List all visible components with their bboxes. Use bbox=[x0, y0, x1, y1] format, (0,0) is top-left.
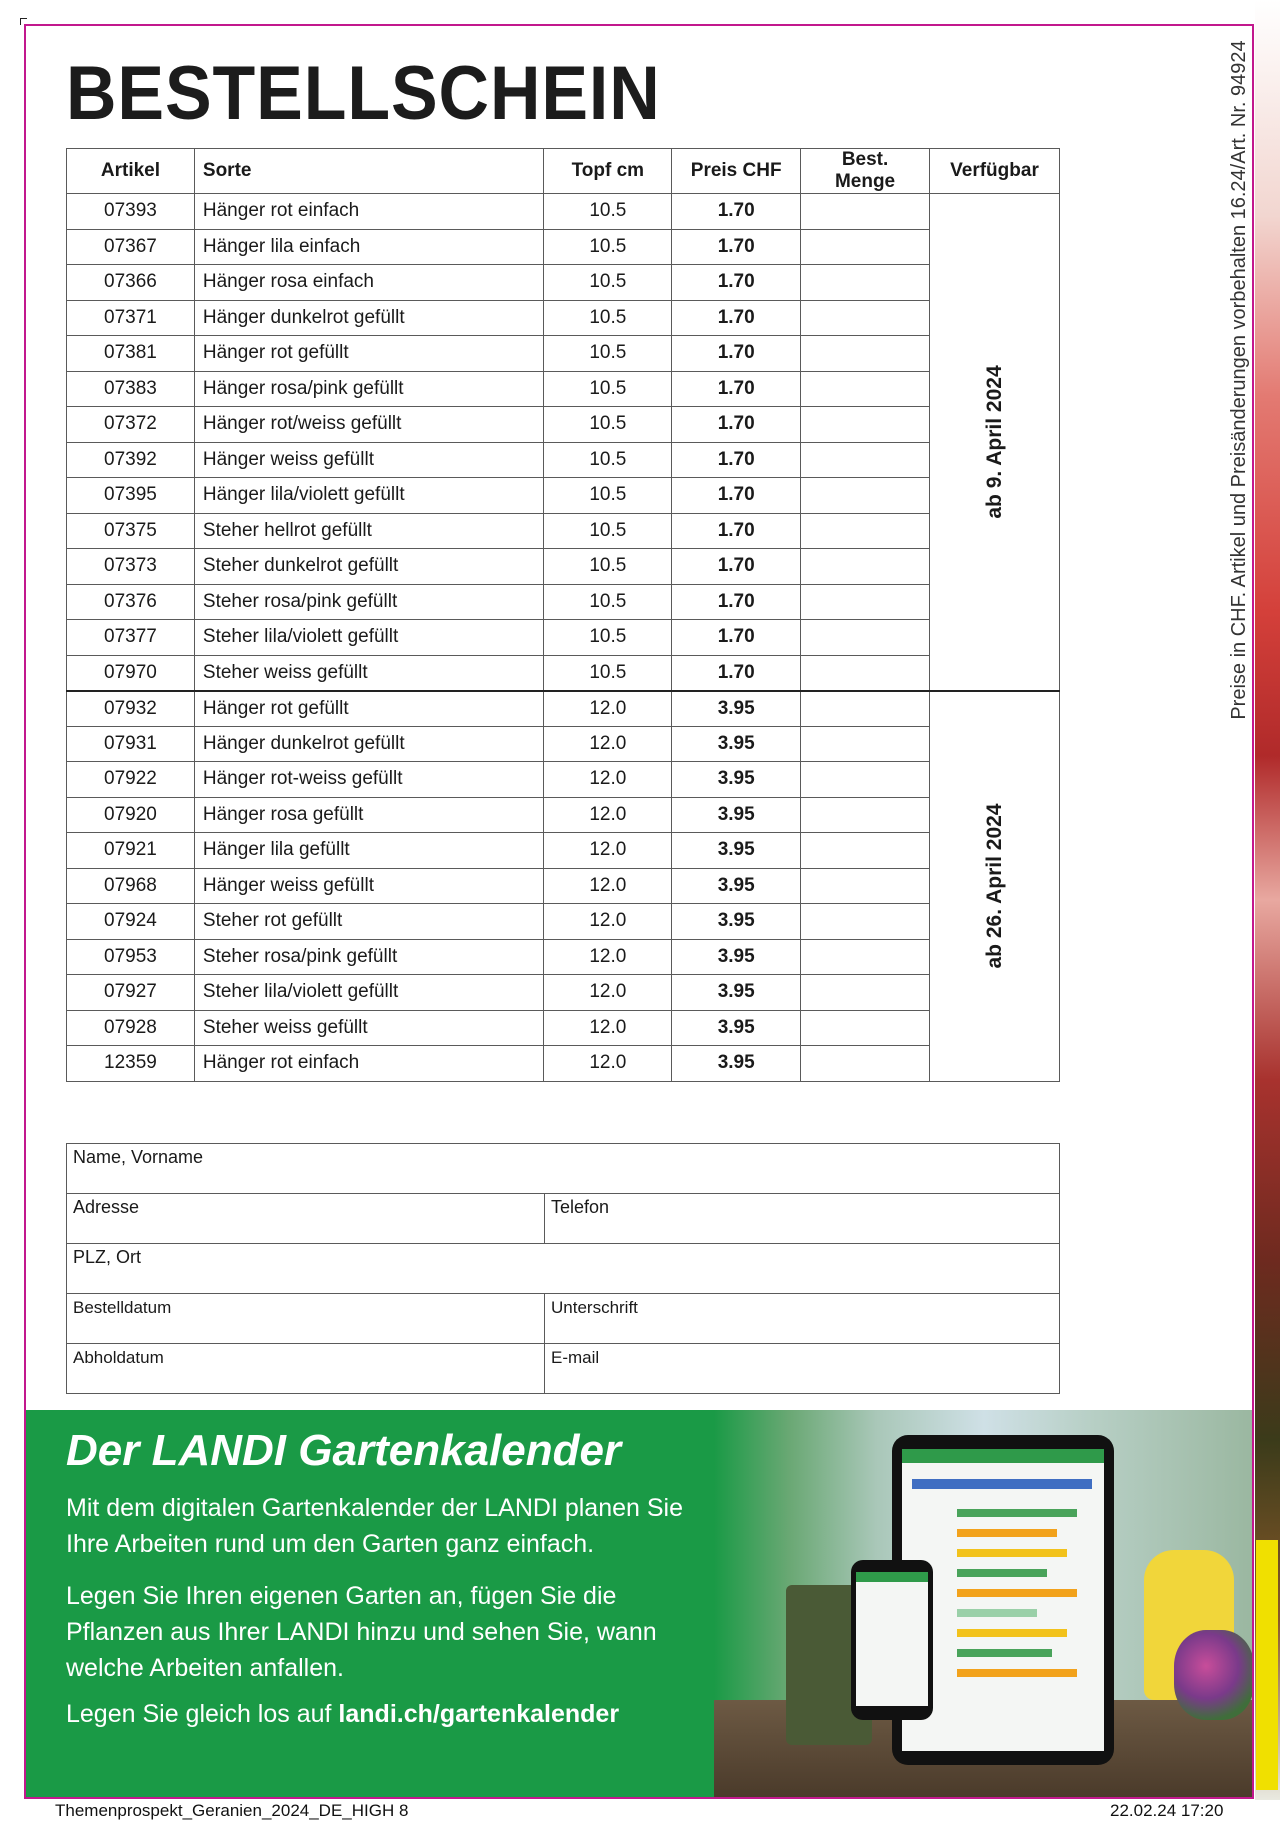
promo-paragraph-3 bbox=[66, 1696, 706, 1732]
quantity-input-cell[interactable] bbox=[801, 229, 930, 265]
zip-city-field[interactable] bbox=[67, 1244, 1060, 1294]
customer-form bbox=[66, 1143, 1060, 1394]
topf-cell: 10.5 bbox=[544, 336, 672, 372]
promo-cta-lead: Legen Sie gleich los auf bbox=[66, 1700, 332, 1728]
availability-cell bbox=[930, 194, 1060, 691]
sorte-cell: Steher weiss gefüllt bbox=[194, 1010, 544, 1046]
topf-cell: 12.0 bbox=[544, 726, 672, 762]
preis-cell: 3.95 bbox=[672, 904, 801, 940]
order-table bbox=[66, 148, 1060, 1082]
sorte-cell: Steher weiss gefüllt bbox=[194, 655, 544, 691]
table-header-row bbox=[67, 149, 1060, 194]
quantity-input-cell[interactable] bbox=[801, 904, 930, 940]
yellow-accent-strip bbox=[1256, 1540, 1278, 1790]
preis-cell: 3.95 bbox=[672, 833, 801, 869]
quantity-input-cell[interactable] bbox=[801, 407, 930, 443]
artikel-cell: 07953 bbox=[67, 939, 195, 975]
promo-paragraph-2: Legen Sie Ihren eigenen Garten an, fügen Sie die Pflanzen aus Ihrer LANDI hinzu und sehen Sie, wann welche Arbeiten anfallen. bbox=[66, 1582, 657, 1682]
table-row bbox=[67, 797, 1060, 833]
preis-cell: 1.70 bbox=[672, 265, 801, 301]
artikel-cell: 07371 bbox=[67, 300, 195, 336]
topf-cell: 12.0 bbox=[544, 762, 672, 798]
order-table-body bbox=[67, 194, 1060, 1082]
pickup-date-field[interactable] bbox=[67, 1344, 545, 1394]
preis-cell: 1.70 bbox=[672, 478, 801, 514]
quantity-input-cell[interactable] bbox=[801, 868, 930, 904]
topf-cell: 12.0 bbox=[544, 904, 672, 940]
phone-mockup bbox=[851, 1560, 933, 1720]
table-row bbox=[67, 584, 1060, 620]
table-row bbox=[67, 300, 1060, 336]
preis-cell: 1.70 bbox=[672, 584, 801, 620]
sorte-cell: Hänger rot gefüllt bbox=[194, 691, 544, 727]
availability-label: ab 9. April 2024 bbox=[982, 365, 1006, 519]
quantity-input-cell[interactable] bbox=[801, 584, 930, 620]
topf-cell: 10.5 bbox=[544, 407, 672, 443]
preis-cell: 1.70 bbox=[672, 442, 801, 478]
quantity-input-cell[interactable] bbox=[801, 691, 930, 727]
order-date-label: Bestelldatum bbox=[73, 1298, 172, 1317]
sorte-cell: Hänger dunkelrot gefüllt bbox=[194, 300, 544, 336]
sorte-cell: Hänger rot einfach bbox=[194, 1046, 544, 1082]
promo-link[interactable]: landi.ch/gartenkalender bbox=[338, 1700, 620, 1728]
table-row bbox=[67, 1010, 1060, 1046]
quantity-input-cell[interactable] bbox=[801, 620, 930, 656]
header-sorte: Sorte bbox=[194, 149, 544, 194]
topf-cell: 12.0 bbox=[544, 833, 672, 869]
topf-cell: 10.5 bbox=[544, 442, 672, 478]
table-row bbox=[67, 265, 1060, 301]
topf-cell: 12.0 bbox=[544, 868, 672, 904]
header-artikel: Artikel bbox=[67, 149, 195, 194]
availability-cell bbox=[930, 691, 1060, 1082]
artikel-cell: 07931 bbox=[67, 726, 195, 762]
preis-cell: 3.95 bbox=[672, 726, 801, 762]
topf-cell: 10.5 bbox=[544, 300, 672, 336]
topf-cell: 10.5 bbox=[544, 620, 672, 656]
preis-cell: 1.70 bbox=[672, 336, 801, 372]
flower-bush-image bbox=[1174, 1630, 1254, 1720]
sorte-cell: Steher rot gefüllt bbox=[194, 904, 544, 940]
table-row bbox=[67, 691, 1060, 727]
sorte-cell: Steher rosa/pink gefüllt bbox=[194, 584, 544, 620]
topf-cell: 12.0 bbox=[544, 797, 672, 833]
topf-cell: 10.5 bbox=[544, 478, 672, 514]
topf-cell: 10.5 bbox=[544, 584, 672, 620]
table-row bbox=[67, 762, 1060, 798]
crop-mark bbox=[20, 18, 27, 25]
preis-cell: 3.95 bbox=[672, 797, 801, 833]
table-row bbox=[67, 442, 1060, 478]
table-row bbox=[67, 975, 1060, 1011]
quantity-input-cell[interactable] bbox=[801, 1046, 930, 1082]
artikel-cell: 07924 bbox=[67, 904, 195, 940]
artikel-cell: 07373 bbox=[67, 549, 195, 585]
quantity-input-cell[interactable] bbox=[801, 549, 930, 585]
topf-cell: 12.0 bbox=[544, 975, 672, 1011]
quantity-input-cell[interactable] bbox=[801, 478, 930, 514]
preis-cell: 3.95 bbox=[672, 691, 801, 727]
table-row bbox=[67, 407, 1060, 443]
sorte-cell: Hänger rosa einfach bbox=[194, 265, 544, 301]
header-menge: Best. Menge bbox=[801, 149, 930, 194]
sorte-cell: Hänger rosa/pink gefüllt bbox=[194, 371, 544, 407]
table-row bbox=[67, 229, 1060, 265]
artikel-cell: 07970 bbox=[67, 655, 195, 691]
topf-cell: 10.5 bbox=[544, 549, 672, 585]
name-field[interactable] bbox=[67, 1144, 1060, 1194]
table-row bbox=[67, 1046, 1060, 1082]
availability-label: ab 26. April 2024 bbox=[982, 803, 1006, 969]
sorte-cell: Steher dunkelrot gefüllt bbox=[194, 549, 544, 585]
flower-photo-strip bbox=[1255, 0, 1280, 1800]
table-row bbox=[67, 194, 1060, 230]
quantity-input-cell[interactable] bbox=[801, 726, 930, 762]
preis-cell: 3.95 bbox=[672, 1010, 801, 1046]
preis-cell: 1.70 bbox=[672, 513, 801, 549]
email-field[interactable] bbox=[545, 1344, 1060, 1394]
promo-heading: Der LANDI Gartenkalender bbox=[66, 1426, 622, 1475]
preis-cell: 1.70 bbox=[672, 655, 801, 691]
artikel-cell: 07968 bbox=[67, 868, 195, 904]
topf-cell: 10.5 bbox=[544, 229, 672, 265]
promo-banner bbox=[24, 1410, 1254, 1799]
side-note: Preise in CHF. Artikel und Preisänderungen vorbehalten 16.24/Art. Nr. 94924 bbox=[1228, 40, 1250, 720]
artikel-cell: 07932 bbox=[67, 691, 195, 727]
address-label: Adresse bbox=[73, 1197, 140, 1217]
quantity-input-cell[interactable] bbox=[801, 336, 930, 372]
preis-cell: 1.70 bbox=[672, 407, 801, 443]
preis-cell: 3.95 bbox=[672, 975, 801, 1011]
quantity-input-cell[interactable] bbox=[801, 1010, 930, 1046]
topf-cell: 10.5 bbox=[544, 655, 672, 691]
name-label: Name, Vorname bbox=[73, 1147, 204, 1167]
sorte-cell: Steher lila/violett gefüllt bbox=[194, 975, 544, 1011]
artikel-cell: 07392 bbox=[67, 442, 195, 478]
topf-cell: 12.0 bbox=[544, 939, 672, 975]
table-row bbox=[67, 549, 1060, 585]
phone-field[interactable] bbox=[545, 1194, 1060, 1244]
sorte-cell: Hänger rot einfach bbox=[194, 194, 544, 230]
table-row bbox=[67, 833, 1060, 869]
topf-cell: 10.5 bbox=[544, 371, 672, 407]
sorte-cell: Steher lila/violett gefüllt bbox=[194, 620, 544, 656]
table-row bbox=[67, 336, 1060, 372]
topf-cell: 10.5 bbox=[544, 194, 672, 230]
quantity-input-cell[interactable] bbox=[801, 797, 930, 833]
artikel-cell: 07383 bbox=[67, 371, 195, 407]
header-verfuegbar: Verfügbar bbox=[930, 149, 1060, 194]
signature-label: Unterschrift bbox=[551, 1298, 638, 1317]
sorte-cell: Hänger lila/violett gefüllt bbox=[194, 478, 544, 514]
preis-cell: 1.70 bbox=[672, 549, 801, 585]
table-row bbox=[67, 655, 1060, 691]
table-row bbox=[67, 478, 1060, 514]
sorte-cell: Hänger weiss gefüllt bbox=[194, 442, 544, 478]
email-label: E-mail bbox=[551, 1348, 600, 1367]
footer-datetime: 22.02.24 17:20 bbox=[1110, 1801, 1224, 1820]
artikel-cell: 07377 bbox=[67, 620, 195, 656]
signature-field[interactable] bbox=[545, 1294, 1060, 1344]
table-row bbox=[67, 868, 1060, 904]
quantity-input-cell[interactable] bbox=[801, 442, 930, 478]
preis-cell: 1.70 bbox=[672, 300, 801, 336]
quantity-input-cell[interactable] bbox=[801, 265, 930, 301]
topf-cell: 12.0 bbox=[544, 1010, 672, 1046]
table-row bbox=[67, 371, 1060, 407]
artikel-cell: 07920 bbox=[67, 797, 195, 833]
table-row bbox=[67, 726, 1060, 762]
table-row bbox=[67, 620, 1060, 656]
table-row bbox=[67, 904, 1060, 940]
order-date-field[interactable] bbox=[67, 1294, 545, 1344]
topf-cell: 12.0 bbox=[544, 1046, 672, 1082]
artikel-cell: 12359 bbox=[67, 1046, 195, 1082]
sorte-cell: Hänger rosa gefüllt bbox=[194, 797, 544, 833]
sorte-cell: Steher hellrot gefüllt bbox=[194, 513, 544, 549]
preis-cell: 1.70 bbox=[672, 620, 801, 656]
preis-cell: 3.95 bbox=[672, 1046, 801, 1082]
pickup-date-label: Abholdatum bbox=[73, 1348, 164, 1367]
quantity-input-cell[interactable] bbox=[801, 300, 930, 336]
quantity-input-cell[interactable] bbox=[801, 513, 930, 549]
topf-cell: 10.5 bbox=[544, 265, 672, 301]
topf-cell: 10.5 bbox=[544, 513, 672, 549]
footer-filename: Themenprospekt_Geranien_2024_DE_HIGH 8 bbox=[55, 1801, 409, 1820]
sorte-cell: Hänger rot gefüllt bbox=[194, 336, 544, 372]
artikel-cell: 07927 bbox=[67, 975, 195, 1011]
preis-cell: 3.95 bbox=[672, 868, 801, 904]
preis-cell: 1.70 bbox=[672, 229, 801, 265]
phone-label: Telefon bbox=[551, 1197, 610, 1217]
quantity-input-cell[interactable] bbox=[801, 655, 930, 691]
quantity-input-cell[interactable] bbox=[801, 833, 930, 869]
sorte-cell: Steher rosa/pink gefüllt bbox=[194, 939, 544, 975]
artikel-cell: 07922 bbox=[67, 762, 195, 798]
sorte-cell: Hänger lila gefüllt bbox=[194, 833, 544, 869]
quantity-input-cell[interactable] bbox=[801, 194, 930, 230]
sorte-cell: Hänger dunkelrot gefüllt bbox=[194, 726, 544, 762]
artikel-cell: 07928 bbox=[67, 1010, 195, 1046]
page-title: BESTELLSCHEIN bbox=[66, 51, 661, 136]
preis-cell: 1.70 bbox=[672, 194, 801, 230]
table-row bbox=[67, 513, 1060, 549]
artikel-cell: 07395 bbox=[67, 478, 195, 514]
artikel-cell: 07366 bbox=[67, 265, 195, 301]
sorte-cell: Hänger weiss gefüllt bbox=[194, 868, 544, 904]
quantity-input-cell[interactable] bbox=[801, 762, 930, 798]
table-row bbox=[67, 939, 1060, 975]
artikel-cell: 07376 bbox=[67, 584, 195, 620]
sorte-cell: Hänger lila einfach bbox=[194, 229, 544, 265]
artikel-cell: 07393 bbox=[67, 194, 195, 230]
sorte-cell: Hänger rot/weiss gefüllt bbox=[194, 407, 544, 443]
topf-cell: 12.0 bbox=[544, 691, 672, 727]
sorte-cell: Hänger rot-weiss gefüllt bbox=[194, 762, 544, 798]
preis-cell: 3.95 bbox=[672, 762, 801, 798]
phone-screen bbox=[856, 1572, 928, 1706]
address-field[interactable] bbox=[67, 1194, 545, 1244]
preis-cell: 1.70 bbox=[672, 371, 801, 407]
artikel-cell: 07367 bbox=[67, 229, 195, 265]
preis-cell: 3.95 bbox=[672, 939, 801, 975]
header-preis: Preis CHF bbox=[672, 149, 801, 194]
quantity-input-cell[interactable] bbox=[801, 371, 930, 407]
artikel-cell: 07375 bbox=[67, 513, 195, 549]
artikel-cell: 07372 bbox=[67, 407, 195, 443]
promo-paragraph-1: Mit dem digitalen Gartenkalender der LANDI planen Sie Ihre Arbeiten rund um den Garten ganz einfach. bbox=[66, 1494, 684, 1558]
artikel-cell: 07921 bbox=[67, 833, 195, 869]
header-topf: Topf cm bbox=[544, 149, 672, 194]
quantity-input-cell[interactable] bbox=[801, 975, 930, 1011]
artikel-cell: 07381 bbox=[67, 336, 195, 372]
quantity-input-cell[interactable] bbox=[801, 939, 930, 975]
zip-city-label: PLZ, Ort bbox=[73, 1247, 142, 1267]
